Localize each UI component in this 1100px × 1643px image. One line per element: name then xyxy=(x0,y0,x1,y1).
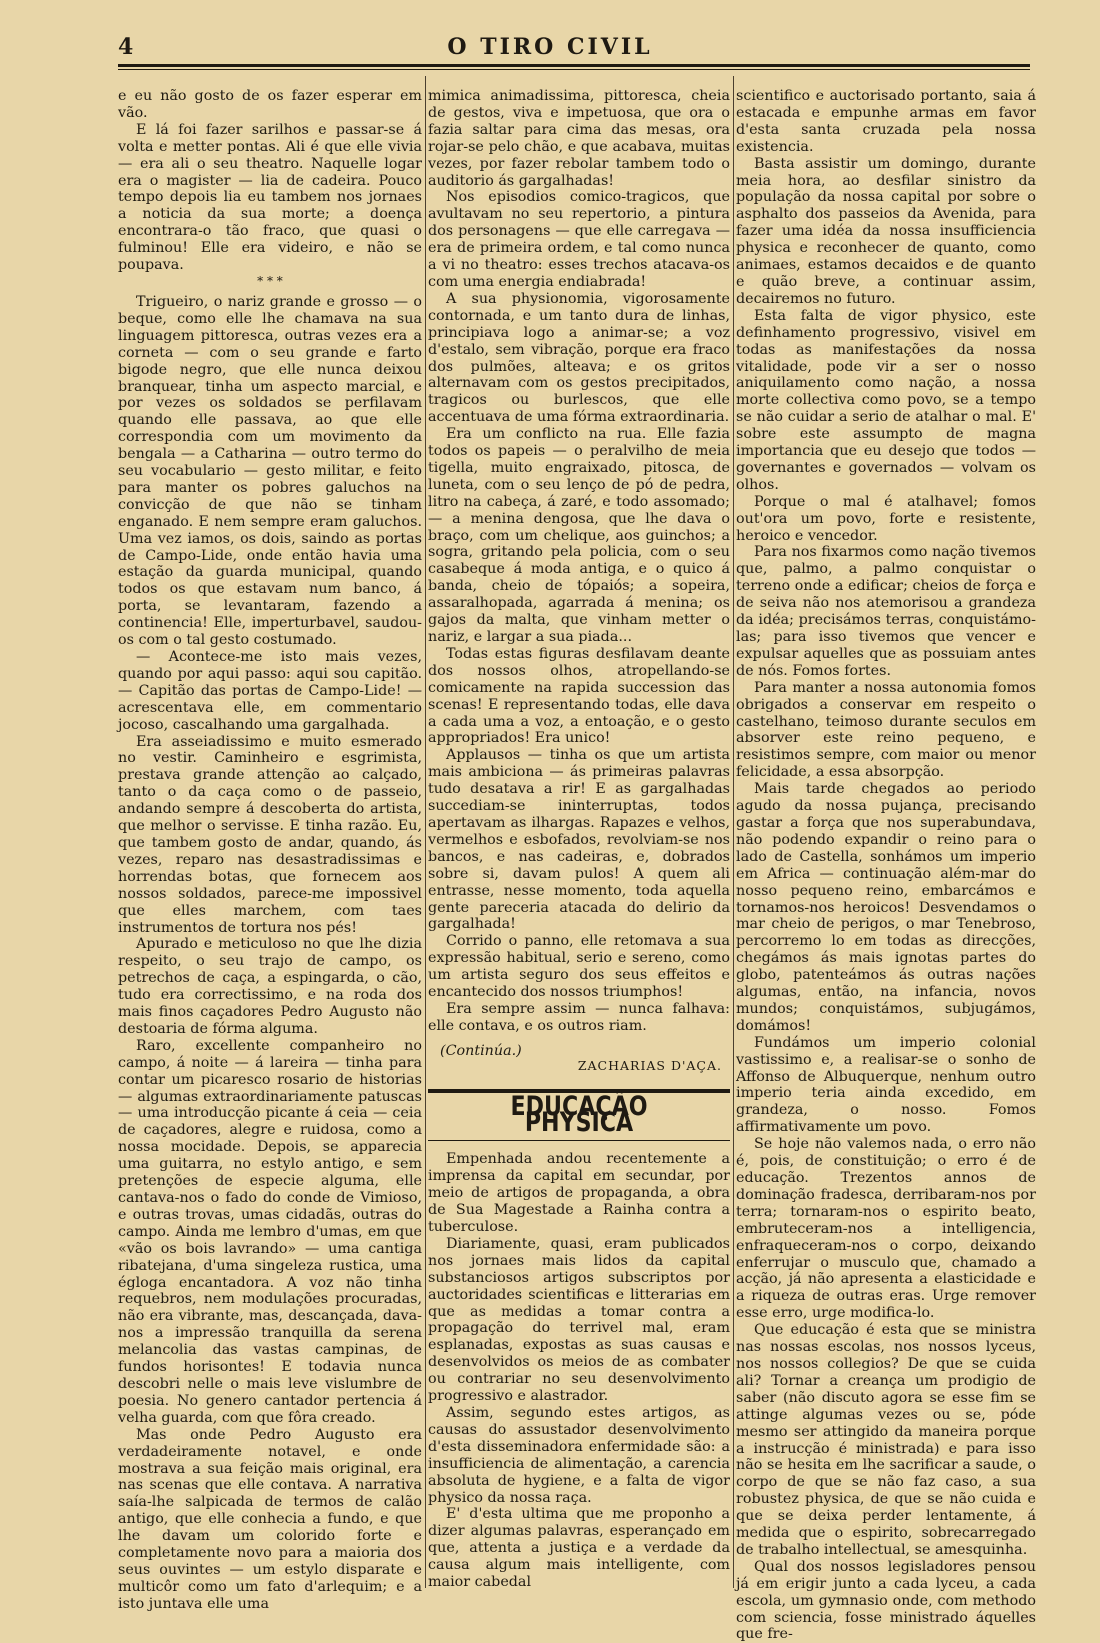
paragraph: Esta falta de vigor physico, este definhamento progressivo, visivel em todas as manifestações da nossa vitalidade, pode vir a ser o nosso aniquilamento como nação, a nossa morte collectiva como povo, se a tempo se não cuidar a serio de atalhar o mal. E' sobre este assumpto de magna importancia que eu desejo que todos — governantes e governados — volvam os olhos. xyxy=(736,307,1036,493)
paragraph: Para nos fixarmos como nação tivemos que, palmo, a palmo conquistar o terreno onde a edificar; cheios de força e de seiva não nos atemorisou a grandeza da idéa; precisámos terras, conquistámo-las; para isso tivemos que vencer e expulsar aquelles que as possuiam antes de nós. Fomos fortes. xyxy=(736,544,1036,679)
paragraph: Era sempre assim — nunca falhava: elle contava, e os outros riam. xyxy=(428,1000,730,1034)
paragraph: mimica animadissima, pittoresca, cheia de gestos, viva e impetuosa, que ora o fazia saltar para cima das mesas, ora rojar-se pelo chão, e que acabava, muitas vezes, por fazer rebolar tambem todo o auditorio ás gargalhadas! xyxy=(428,88,730,189)
section-title: EDUCAÇÃO PHYSICA xyxy=(510,1090,648,1139)
continuation-note: (Continúa.) xyxy=(440,1042,522,1059)
paragraph: Que educação é esta que se ministra nas nossas escolas, nos nossos lyceus, nos nossos collegios? De que se cuida ali? Tornar a creança um prodigio de saber (não discuto agora se esse fim se attinge algumas vezes ou se, póde mesmo ser attingido da maneira porque a instrucção é ministrada) e para isso não se hesita em lhe sacrificar a saude, o corpo de que se não faz caso, a sua robustez physica, de que se não cuida e que se deixa perder lentamente, á medida que o espirito, sobrecarregado de trabalho intellectual, se amesquinha. xyxy=(736,1322,1036,1558)
paragraph: Era um conflicto na rua. Elle fazia todos os papeis — o peralvilho de meia tigella, muito engraixado, pitosca, de luneta, com o seu lenço de pó de pedra, litro na cabeça, á zaré, e todo assomado; — a menina dengosa, que lhe dava o braço, com um chelique, aos guinchos; a sogra, gritando pela policia, com o seu casabeque á moda antiga, e o quico á banda, cheio de tópaiós; a sopeira, assaralhopada, agarrada á menina; os gajos da malta, que vinham metter o nariz, e largar a sua piada... xyxy=(428,426,730,645)
paragraph: Assim, segundo estes artigos, as causas do assustador desenvolvimento d'esta disseminadora enfermidade são: a insufficiencia de alimentação, a carencia absoluta de hygiene, e a falta de vigor physico da nossa raça. xyxy=(428,1404,730,1506)
paragraph: Todas estas figuras desfilavam deante dos nossos olhos, atropellando-se comicamente na rapida succession das scenas! E representando todas, elle dava a cada uma a voz, a entoação, e o gesto appropriados! Era unico! xyxy=(428,645,730,747)
paragraph: Applausos — tinha os que um artista mais ambiciona — ás primeiras palavras tudo desatava a rir! E as gargalhadas succediam-se ininterruptas, todos apertavam as ilhargas. Rapazes e velhos, vermelhos e esbofados, revolviam-se nos bancos, e nas cadeiras, e, dobrados sobre si, davam pulos! A quem ali entrasse, nesse momento, toda aquella gente pareceria atacada do delirio da gargalhada! xyxy=(428,747,730,933)
paragraph: Empenhada andou recentemente a imprensa da capital em secundar, por meio de artigos de propaganda, a obra de Sua Magestade a Rainha contra a tuberculose. xyxy=(428,1151,730,1235)
author-signature: ZACHARIAS D'AÇA. xyxy=(577,1057,722,1073)
masthead-title: O TIRO CIVIL xyxy=(447,34,653,60)
page-number: 4 xyxy=(118,34,134,60)
paragraph: Fundámos um imperio colonial vastissimo e, a realisar-se o sonho de Affonso de Albuquerque, nenhum outro imperio teria ainda excedido, em grandeza, o nosso. Fomos affirmativamente um povo. xyxy=(736,1034,1036,1136)
column-1 xyxy=(118,88,422,1612)
paragraph: Trigueiro, o nariz grande e grosso — o beque, como elle lhe chamava na sua linguagem pittoresca, outras vezes era a corneta — com o seu grande e farto bigode negro, que elle nunca deixou branquear, tinha um aspecto marcial, e por vezes os soldados se perfilavam quando elle passava, ao que elle correspondia com um movimento da bengala — a Catharina — outro termo do seu vocabulario — gesto militar, e feito para manter os pobres galuchos na convicção de que não se tinham enganado. E nem sempre eram galuchos. Uma vez iamos, os dois, saindo as portas de Campo-Lide, onde então havia uma estação da guarda municipal, quando todos os que estavam num banco, á porta, se levantaram, fazendo a continencia! Elle, imperturbavel, saudou-os com o tal gesto costumado. xyxy=(118,293,422,649)
paragraph: Era asseiadissimo e muito esmerado no vestir. Caminheiro e esgrimista, prestava grande attenção ao calçado, tanto o da caça como o de passeio, andando sempre á descoberta do artista, que melhor o servisse. E tinha razão. Eu, que tambem gosto de andar, quando, ás vezes, reparo nas desastradissimas e horrendas botas, que fornecem aos nossos soldados, parece-me impossivel que elles marchem, com taes instrumentos de tortura nos pés! xyxy=(118,733,422,936)
header-rule-thin xyxy=(118,69,1030,70)
paragraph: Mas onde Pedro Augusto era verdadeiramente notavel, e onde mostrava a sua feição mais original, era nas scenas que elle contava. A narrativa saía-lhe salpicada de termos de calão antigo, que elle conhecia a fundo, e que lhe davam um colorido forte e completamente novo para a maioria dos seus ouvintes — um estylo disparate e multicôr como um fato d'arlequim; e a isto juntava elle uma xyxy=(118,1426,422,1612)
header-rule-thick xyxy=(118,64,1030,67)
paragraph: Porque o mal é atalhavel; fomos out'ora um povo, forte e resistente, heroico e vencedor. xyxy=(736,493,1036,544)
column-divider xyxy=(733,76,734,1588)
paragraph: E lá foi fazer sarilhos e passar-se á volta e metter pontas. Ali é que elle vivia — era ali o seu theatro. Naquelle logar era o magister — lia de cadeira. Pouco tempo depois lia eu tambem nos jornaes a noticia da sua morte; a doença encontrara-o tão fraco, que quasi o fulminou! Elle era videiro, e não se poupava. xyxy=(118,121,422,274)
paragraph: e eu não gosto de os fazer esperar em vão. xyxy=(118,88,422,121)
paragraph: Diariamente, quasi, eram publicados nos jornaes mais lidos da capital substanciosos artigos subscriptos por auctoridades scientificas e litterarias em que as medidas a tomar contra a propagação do terrivel mal, eram esplanadas, expostas as suas causas e desenvolvidos os meios de as combater ou contrariar no seu desenvolvimento progressivo e alastrador. xyxy=(428,1235,730,1405)
paragraph: Mais tarde chegados ao periodo agudo da nossa pujança, precisando gastar a força que nos superabundava, não podendo expandir o reino para o lado de Castella, sonhámos um imperio em Africa — continuação além-mar do nosso pequeno reino, embarcámos e tornamos-nos heroicos! Desvendamos o mar cheio de perigos, o mar Tenebroso, percorremo lo em todas as direcções, chegámos ás mais ignotas partes do globo, patenteámos ás outras nações algumas, então, na infancia, novos mundos; conquistámos, subjugámos, domámos! xyxy=(736,781,1036,1034)
paragraph: Corrido o panno, elle retomava a sua expressão habitual, serio e sereno, como um artista seguro dos seus effeitos e encantecido dos nossos triumphos! xyxy=(428,933,730,1001)
column-2 xyxy=(428,88,730,1591)
section-separator: * * * xyxy=(257,273,283,288)
paragraph: Raro, excellente companheiro no campo, á noite — á lareira — tinha para contar um picaresco rosario de historias — algumas extraordinariamente patuscas — uma introducção picante á ceia — ceia de caçadores, alegre e ruidosa, como a nossa mocidade. Depois, se apparecia uma guitarra, no estylo antigo, e sem pretenções de especie alguma, elle cantava-nos o fado do conde de Vimioso, e outras trovas, umas cidadãs, outras do campo. Ainda me lembro d'umas, em que «vão os bois lavrando» — uma cantiga ribatejana, d'uma singeleza rustica, uma égloga encantadora. A voz não tinha requebros, nem modulações procuradas, não era vibrante, mas, descançada, dava-nos a impressão tranquilla da serena melancolia das vastas campinas, de fundos horisontes! E todavia nunca descobri nelle o mais leve vislumbre de poesia. No genero cantador pertencia á velha guarda, com que fôra creado. xyxy=(118,1037,422,1426)
paragraph: scientifico e auctorisado portanto, saia á estacada e empunhe armas em favor d'esta santa cruzada pela nossa existencia. xyxy=(736,88,1036,155)
paragraph: Se hoje não valemos nada, o erro não é, pois, de constituição; o erro é de educação. Trezentos annos de dominação fradesca, derribaram-nos por terra; tornaram-nos o espirito beato, embruteceram-nos a intelligencia, enfraqueceram-nos o corpo, deixando enferrujar o musculo que, chamado a acção, já não apresenta a elasticidade e a riqueza de outras eras. Urge remover esse erro, urge modifica-lo. xyxy=(736,1136,1036,1322)
paragraph: A sua physionomia, vigorosamente contornada, e um tanto dura de linhas, principiava logo a animar-se; a voz d'estalo, sem vibração, porque era fraco dos pulmões, alteava; e os gritos alternavam com os gestos precipitados, tragicos ou burlescos, que elle accentuava de uma fórma extraordinaria. xyxy=(428,290,730,426)
section-rule-bottom xyxy=(428,1140,730,1141)
column-divider xyxy=(425,76,426,1588)
column-3 xyxy=(736,88,1036,1643)
paragraph: Nos episodios comico-tragicos, que avultavam no seu repertorio, a pintura dos personagens — que elle carregava — era de primeira ordem, e tal como nunca a vi no theatro: esses trechos atacava-os com uma energia endiabrada! xyxy=(428,189,730,290)
paragraph: Apurado e meticuloso no que lhe dizia respeito, o seu trajo de campo, os petrechos de caça, a espingarda, o cão, tudo era correctissimo, e na roda dos mais finos caçadores Pedro Augusto não destoaria de fórma alguma. xyxy=(118,936,422,1037)
paragraph: Basta assistir um domingo, durante meia hora, ao desfilar sinistro da população da nossa capital por sobre o asphalto dos passeios da Avenida, para fazer uma idéa da nossa insufficiencia physica e reconhecer de quanto, como animaes, estamos decaidos e de quanto e quão breve, a continuar assim, decairemos no futuro. xyxy=(736,155,1036,307)
paragraph: Para manter a nossa autonomia fomos obrigados a conservar em respeito o castelhano, teimoso durante seculos em absorver este reino pequeno, e resistimos sempre, com maior ou menor felicidade, a essa absorpção. xyxy=(736,679,1036,781)
paragraph: E' d'esta ultima que me proponho a dizer algumas palavras, esperançado em que, attenta a justiça e a verdade da causa algum mais intelligente, com maior cabedal xyxy=(428,1506,730,1591)
paragraph: — Acontece-me isto mais vezes, quando por aqui passo: aqui sou capitão. — Capitão das portas de Campo-Lide! — acrescentava elle, em commentario jocoso, cascalhando uma gargalhada. xyxy=(118,649,422,733)
paragraph: Qual dos nossos legisladores pensou já em erigir junto a cada lyceu, a cada escola, um gymnasio onde, com methodo com sciencia, fosse ministrado áquelles que fre- xyxy=(736,1558,1036,1643)
